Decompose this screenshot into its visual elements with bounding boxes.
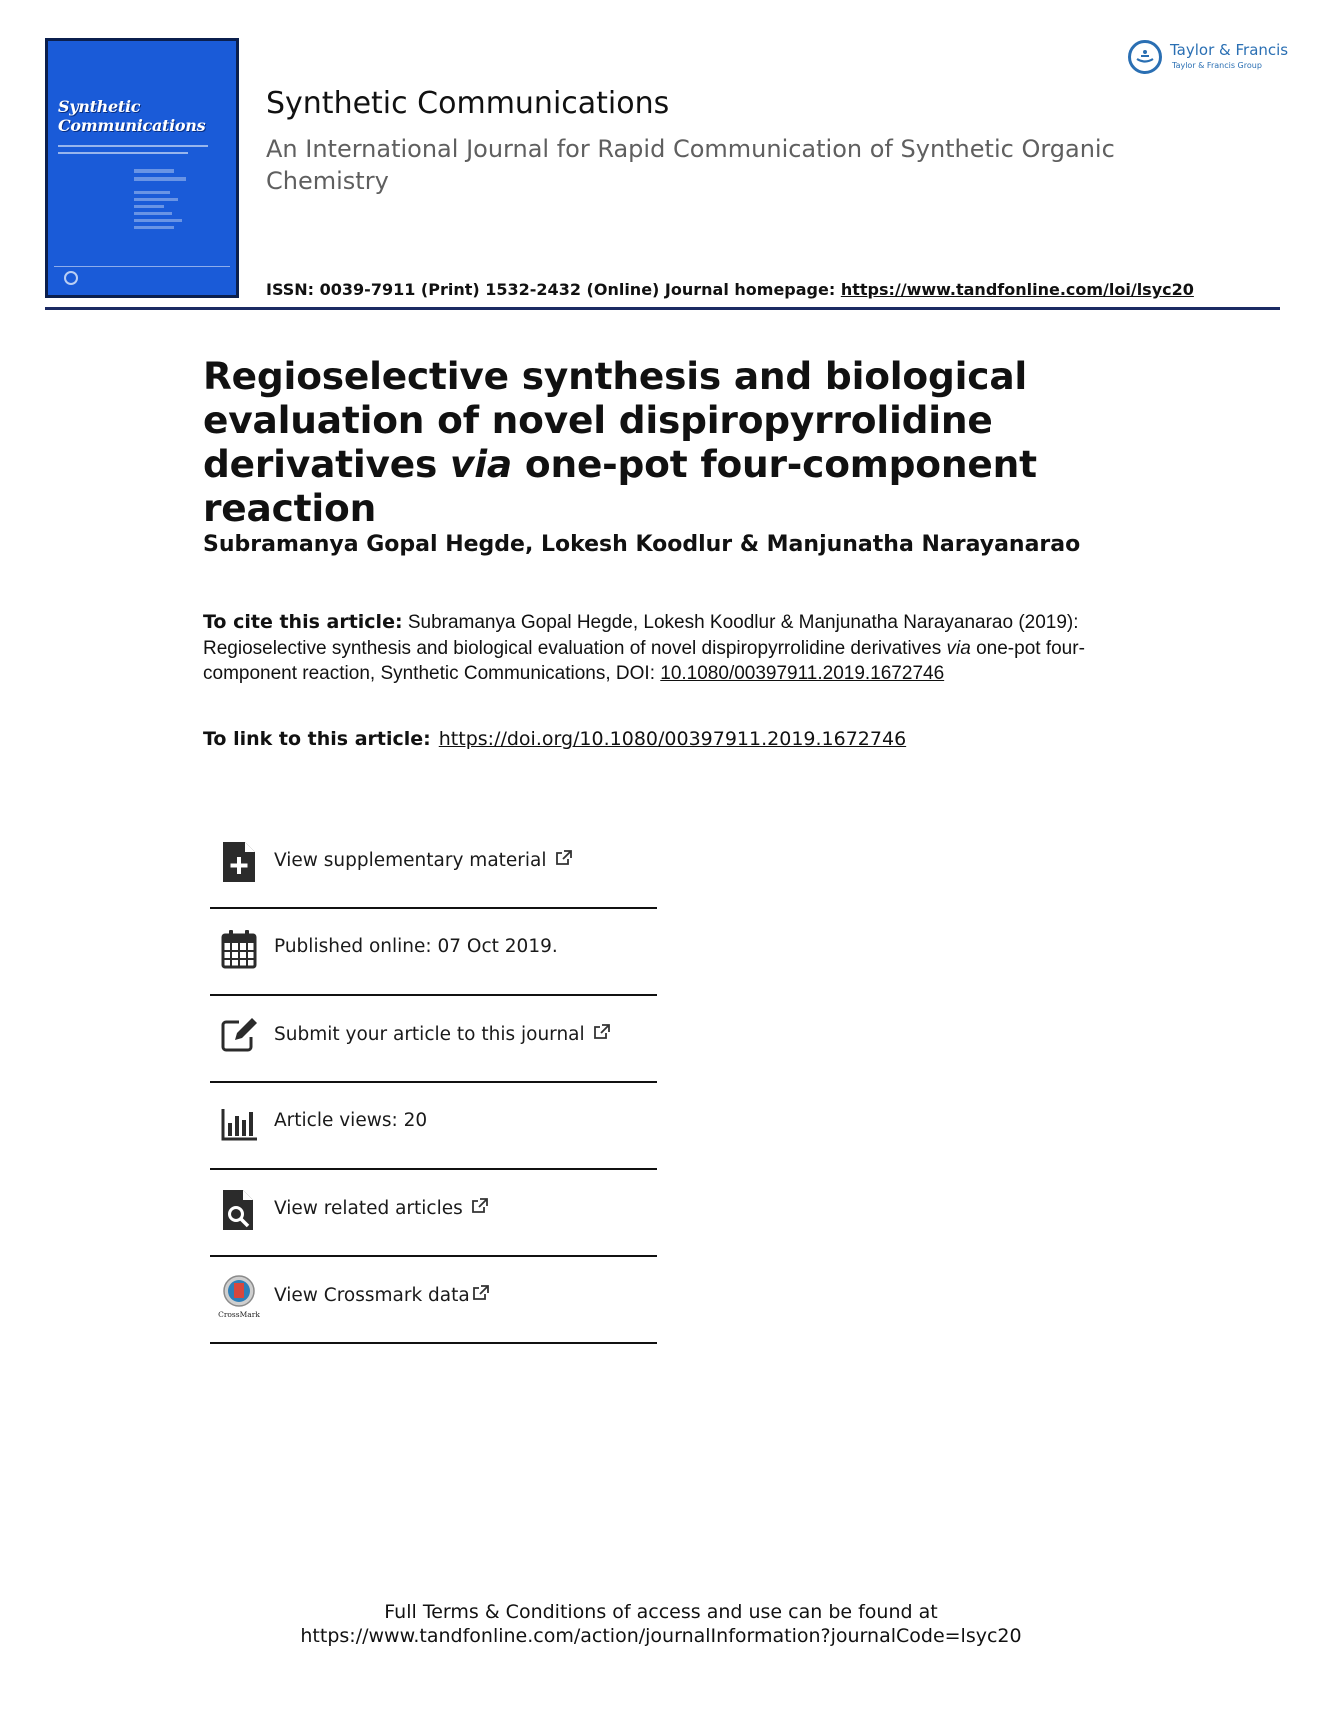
submit-article-item[interactable] [210, 996, 657, 1083]
article-link-label: To link to this article: [203, 728, 431, 750]
cover-title-line1: Synthetic [58, 97, 141, 116]
edit-icon [221, 1014, 257, 1058]
published-online-item [210, 909, 657, 996]
citation-text: Subramanya Gopal Hegde, Lokesh Koodlur & Manjunatha Narayanarao (2019): Regioselective synthesis and biological evaluation of novel dispiropyrrolidine derivatives [203, 612, 1079, 659]
cover-text-line [134, 198, 178, 201]
journal-homepage-link[interactable]: https://www.tandfonline.com/loi/lsyc20 [840, 280, 1194, 299]
cover-text-line [134, 212, 172, 215]
article-link-line [203, 728, 906, 750]
info-item-text [274, 1023, 611, 1045]
article-authors: Subramanya Gopal Hegde, Lokesh Koodlur & Manjunatha Narayanarao [203, 532, 1081, 557]
article-doi-link[interactable]: https://doi.org/10.1080/00397911.2019.1672746 [438, 728, 907, 750]
publisher-group: Taylor & Francis Group [1172, 61, 1262, 70]
journal-cover-image [45, 38, 239, 298]
article-title-italic: via [450, 442, 513, 486]
cover-text-line [134, 169, 174, 173]
info-item-label: View related articles [274, 1198, 463, 1219]
citation-block [203, 610, 1103, 687]
cover-title-line2: Communications [58, 116, 206, 135]
journal-title: Synthetic Communications [266, 86, 670, 121]
citation-doi-link[interactable]: 10.1080/00397911.2019.1672746 [660, 663, 945, 684]
external-link-icon [593, 1023, 611, 1041]
terms-footer [0, 1600, 1322, 1648]
cover-publisher-logo [64, 271, 78, 285]
article-views-item [210, 1083, 657, 1170]
cover-text-line [134, 205, 164, 208]
header-divider [45, 307, 1280, 310]
supplementary-material-item[interactable] [210, 822, 657, 909]
cover-footer [54, 266, 230, 287]
citation-italic: via [946, 637, 971, 659]
info-item-text [274, 1284, 490, 1306]
file-search-icon [221, 1188, 257, 1232]
issn-text: ISSN: 0039-7911 (Print) 1532-2432 (Online) Journal homepage: [266, 280, 841, 299]
article-title [203, 354, 1123, 530]
info-item-label: Published online: 07 Oct 2019. [274, 936, 558, 957]
cover-text-line [134, 226, 174, 229]
cover-text-line [58, 152, 188, 154]
journal-subtitle: An International Journal for Rapid Communication of Synthetic Organic Chemistry [266, 135, 1115, 195]
crossmark-caption: CrossMark [218, 1310, 260, 1319]
publisher-name: Taylor & Francis [1170, 41, 1289, 59]
citation-label: To cite this article: [203, 611, 403, 633]
crossmark-icon [218, 1275, 260, 1319]
cover-text-line [134, 219, 182, 222]
info-item-text [274, 1197, 489, 1219]
crossmark-item[interactable] [210, 1257, 657, 1344]
related-articles-item[interactable] [210, 1170, 657, 1257]
bar-chart-icon [221, 1101, 257, 1145]
article-title-text: one-pot four-component reaction [203, 442, 1037, 530]
terms-text: Full Terms & Conditions of access and use can be found at [384, 1601, 938, 1623]
article-info-list [210, 822, 657, 1344]
external-link-icon [471, 1197, 489, 1215]
info-item-text [274, 849, 573, 871]
terms-link[interactable]: https://www.tandfonline.com/action/journalInformation?journalCode=lsyc20 [300, 1625, 1022, 1647]
citation-text: one-pot four-component reaction, Synthetic Communications, DOI: [203, 637, 1085, 684]
cover-text-line [134, 191, 170, 194]
info-item-label: View supplementary material [274, 850, 547, 871]
info-item-label: View Crossmark data [274, 1285, 470, 1306]
cover-title [58, 97, 205, 135]
cover-text-line [134, 177, 186, 181]
external-link-icon [472, 1284, 490, 1302]
issn-line [266, 280, 1194, 299]
article-title-text: Regioselective synthesis and biological evaluation of novel dispiropyrrolidine derivatives [203, 354, 1028, 486]
cover-text-line [58, 145, 208, 147]
info-item-label: Submit your article to this journal [274, 1024, 585, 1045]
info-item-label: Article views: 20 [274, 1110, 428, 1131]
external-link-icon [555, 849, 573, 867]
file-plus-icon [221, 840, 257, 884]
publisher-circle-icon [1128, 40, 1162, 74]
calendar-icon [221, 927, 257, 971]
